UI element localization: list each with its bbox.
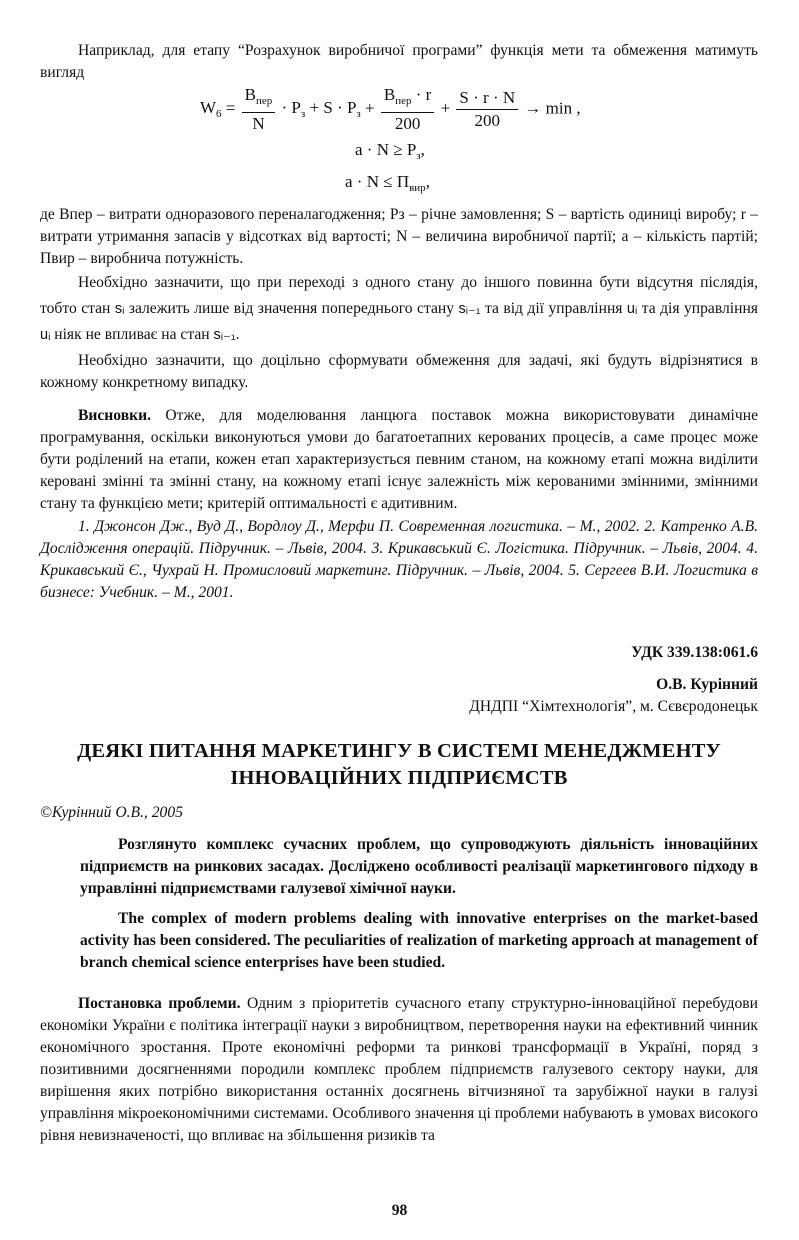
definitions-paragraph: де Bпер – витрати одноразового переналагодження; Pз – річне замовлення; S – вартість одиниці виробу; r – витрати утримання запасів у відсотках від вартості; N – величина виробничої партії; a – кількість партій; Пвир – виробнича потужність. <box>40 206 758 267</box>
formula-min: → min , <box>524 98 581 118</box>
markov-paragraph: Необхідно зазначити, що при переході з одного стану до іншого повинна бути відсутня післядія, тобто стан sᵢ залежить лише від значення попереднього стану sᵢ₋₁ та від дії управління uᵢ та дія управління uᵢ ніяк не впливає на стан sᵢ₋₁. <box>40 274 758 343</box>
udk-code: УДК 339.138:061.6 <box>631 644 758 661</box>
abstract-english: The complex of modern problems dealing with innovative enterprises on the market-based activity has been considered. The peculiarities of realization of marketing approach at management of branch chemical science enterprises have been studied. <box>80 910 758 971</box>
conclusions-label: Висновки. <box>78 407 151 424</box>
problem-statement-paragraph: Постановка проблеми. Одним з пріоритетів сучасного етапу структурно-інноваційної перебудови економіки України є політика інтеграції науки з виробництвом, перетворення науки на ефективний чинник економічного зростання. Проте економічні реформи та ринкові трансформації в Україні, поряд з позитивними досягненнями породили комплекс проблем підприємств галузевого сектору науки, для вирішення яких потрібно використання останніх досягнень вітчизняної та зарубіжної науки в галузі управління мікроекономічними системами. Особливого значення ці проблеми набувають в умовах високого рівня невизначеності, що впливає на збільшення ризиків та <box>40 995 758 1144</box>
abstract-ukrainian: Розглянуто комплекс сучасних проблем, що супроводжують діяльність інноваційних підприємств на ринкових засадах. Досліджено особливості реалізації маркетингового підходу в управлінні підприємствами галузевої хімічної науки. <box>80 836 758 897</box>
fraction-holding-cost: $\frac{B_{пер} \cdot r}{200}$ <box>381 84 434 135</box>
page-number: 98 <box>391 1202 408 1219</box>
problem-label: Постановка проблеми. <box>78 995 241 1012</box>
formula-term-sp3: + $S \cdot P_з$ <box>309 98 361 121</box>
article-title-line-1: ДЕЯКІ ПИТАННЯ МАРКЕТИНГУ В СИСТЕМІ МЕНЕДЖМЕНТУ <box>77 740 721 762</box>
article-title-line-2: ІННОВАЦІЙНИХ ПІДПРИЄМСТВ <box>230 767 568 789</box>
fraction-setup-cost: $\frac{B_{пер}}{N}$ <box>242 84 276 135</box>
intro-paragraph: Наприклад, для етапу “Розрахунок виробничої програми” функція мети та обмеження матимуть вигляд <box>40 42 758 81</box>
formula-lhs: $W_6$ <box>200 98 222 121</box>
copyright-line: ©Курінний О.В., 2005 <box>40 804 183 821</box>
references-list: 1. Джонсон Дж., Вуд Д., Вордлоу Д., Мерфи П. Современная логистика. – М., 2002. 2. Катренко А.В. Дослідження операцій. Підручник. – Львів, 2004. 3. Крикавський Є. Логістика. Підручник. – Львів, 2004. 4. Крикавський Є., Чухрай Н. Промисловий маркетинг. Підручник. – Львів, 2004. 5. Сергеев В.И. Логистика в бизнесе: Учебник. – М., 2001. <box>40 518 758 601</box>
constraint-capacity: $a \cdot N \le П_{вир}$, <box>345 172 430 194</box>
author-affiliation: ДНДПІ “Хімтехнологія”, м. Сєвєродонецьк <box>469 698 758 715</box>
author-name: О.В. Курінний <box>656 676 758 693</box>
constraint-demand: $a \cdot N \ge P_з$, <box>355 140 425 162</box>
conclusions-paragraph: Висновки. Отже, для моделювання ланцюга поставок можна використовувати динамічне програмування, оскільки виконуються умови до багатоетапних керованих процесів, а саме процес може бути роділений на етапи, кожен етап характеризується певним станом, на кожному етапі можна виділити керовані змінні та змінні стану, на кожному етапі існує залежність між керованими змінними, змінними стану та функцією мети; критерій оптимальності є адитивним. <box>40 407 758 512</box>
formula-term-p3: · $P_з$ <box>281 98 306 121</box>
objective-function: $W_6$ = $\frac{B_{пер}}{N}$ · $P_з + S \cdot P_з$ + $\frac{B_{пер} \cdot r}{200}$ + $\frac{S \cdot r \cdot N}{200}$ → min , <box>200 85 581 133</box>
constraints-paragraph: Необхідно зазначити, що доцільно сформувати обмеження для задачі, які будуть відрізнятися в кожному конкретному випадку. <box>40 352 758 391</box>
fraction-inventory-cost: $\frac{S \cdot r \cdot N}{200}$ <box>456 87 518 132</box>
